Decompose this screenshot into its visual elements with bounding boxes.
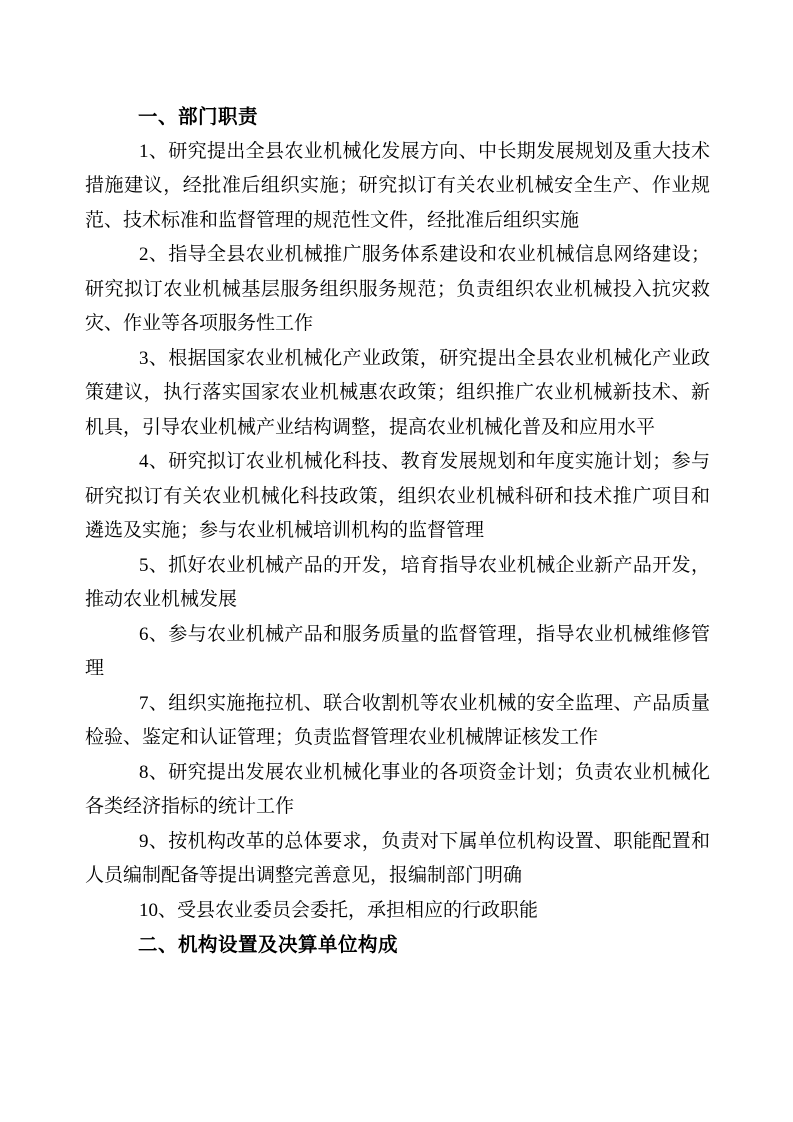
paragraph: 6、参与农业机械产品和服务质量的监督管理，指导农业机械维修管理: [85, 623, 710, 679]
paragraph: 4、研究拟订农业机械化科技、教育发展规划和年度实施计划；参与研究拟订有关农业机械化科技政策，组织农业机械科研和技术推广项目和遴选及实施；参与农业机械培训机构的监督管理: [85, 451, 710, 541]
document-section: [85, 100, 710, 928]
document-section: [85, 928, 710, 963]
paragraph: 7、组织实施拖拉机、联合收割机等农业机械的安全监理、产品质量检验、鉴定和认证管理；负责监督管理农业机械牌证核发工作: [85, 692, 710, 748]
section-heading: 一、部门职责: [138, 106, 259, 128]
section-heading: 二、机构设置及决算单位构成: [138, 934, 399, 956]
paragraph: 3、根据国家农业机械化产业政策，研究提出全县农业机械化产业政策建议，执行落实国家农业机械惠农政策；组织推广农业机械新技术、新机具，引导农业机械产业结构调整，提高农业机械化普及和应用水平: [85, 347, 710, 438]
paragraph: 9、按机构改革的总体要求，负责对下属单位机构设置、职能配置和人员编制配备等提出调整完善意见，报编制部门明确: [85, 830, 710, 886]
document-content: [85, 100, 710, 963]
paragraph: 5、抓好农业机械产品的开发，培育指导农业机械企业新产品开发，推动农业机械发展: [85, 554, 710, 610]
paragraph: 10、受县农业委员会委托，承担相应的行政职能: [139, 899, 539, 921]
section-paragraphs: [85, 135, 710, 929]
paragraph: 8、研究提出发展农业机械化事业的各项资金计划；负责农业机械化各类经济指标的统计工作: [85, 761, 710, 817]
paragraph: 2、指导全县农业机械推广服务体系建设和农业机械信息网络建设；研究拟订农业机械基层服务组织服务规范；负责组织农业机械投入抗灾救灾、作业等各项服务性工作: [85, 244, 710, 334]
paragraph: 1、研究提出全县农业机械化发展方向、中长期发展规划及重大技术措施建议，经批准后组织实施；研究拟订有关农业机械安全生产、作业规范、技术标准和监督管理的规范性文件，经批准后组织实施: [85, 140, 710, 231]
